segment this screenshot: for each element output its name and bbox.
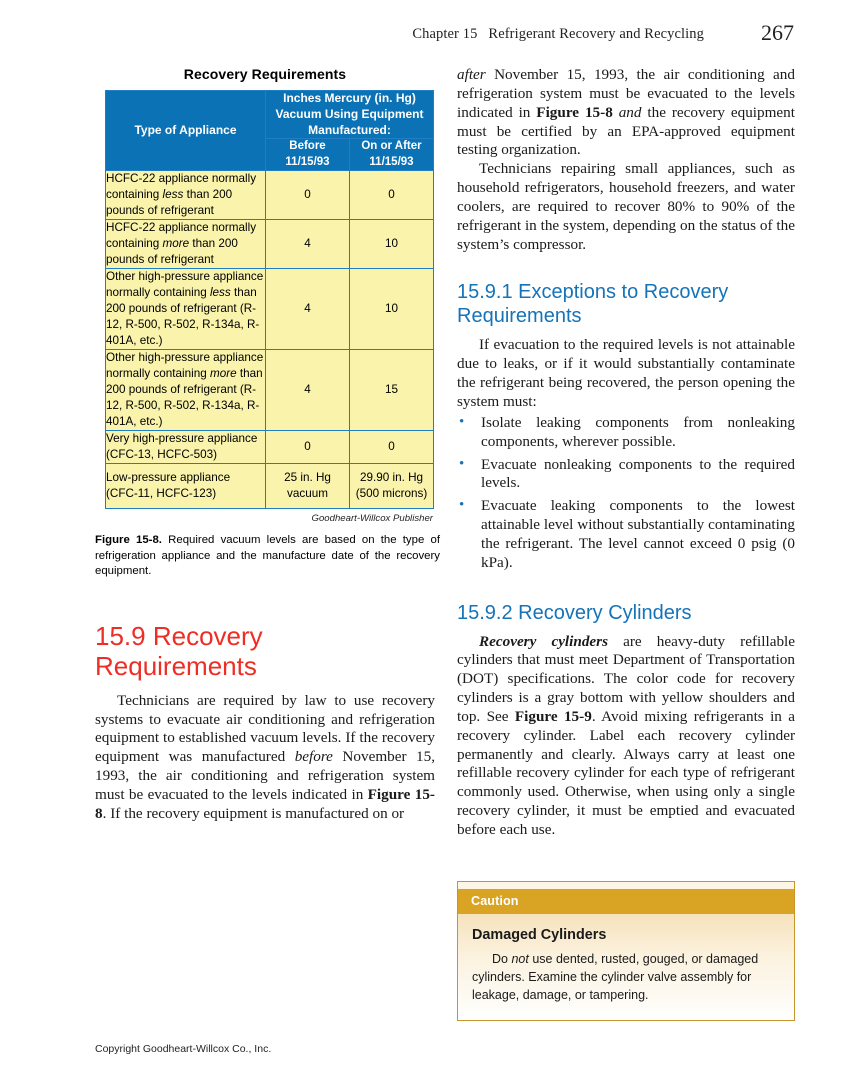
cell-after: 10 <box>350 219 434 268</box>
left-column <box>95 66 440 824</box>
cell-before: 0 <box>266 170 350 219</box>
right-paragraph-2: Technicians repairing small appliances, such as household refrigerators, household freezers, and water coolers, are required to recover 80% to 90% of the refrigerant in the system, depending on the status of the system’s compressor. <box>457 160 795 253</box>
caution-box-text: Do not use dented, rusted, gouged, or damaged cylinders. Examine the cylinder valve assembly for leakage, damage, or tampering. <box>472 952 759 1002</box>
cell-appliance: Other high-pressure appliance normally containing less than 200 pounds of refrigerant (R-12, R-500, R-502, R-134a, R-401A, etc.) <box>106 269 266 350</box>
table-row <box>106 464 434 509</box>
cell-appliance: HCFC-22 appliance normally containing less than 200 pounds of refrigerant <box>106 170 266 219</box>
cell-after: 29.90 in. Hg (500 microns) <box>350 464 434 509</box>
right-column <box>457 66 795 840</box>
section-heading-15-9-1: 15.9.1 Exceptions to Recovery Requirements <box>457 281 729 328</box>
right-paragraph-1: after November 15, 1993, the air conditioning and refrigeration system must be evacuated to the levels indicated in Figure 15-8 and the recovery equipment must be certified by an EPA-approved equipment testing organization. <box>457 66 795 159</box>
table-title: Recovery Requirements <box>183 66 347 82</box>
caution-box-label: Caution <box>458 889 794 914</box>
table-row <box>106 350 434 431</box>
running-head-title: Refrigerant Recovery and Recycling <box>488 26 704 42</box>
table-row <box>106 269 434 350</box>
table-row <box>106 431 434 464</box>
table-header-on-or-after: On or After 11/15/93 <box>350 139 434 170</box>
cell-before: 0 <box>266 431 350 464</box>
section-heading-15-9: 15.9 Recovery Requirements <box>95 620 263 682</box>
table-header-before: Before 11/15/93 <box>266 139 350 170</box>
list-item: • Isolate leaking components from nonleaking components, wherever possible. <box>457 414 795 452</box>
table-header-row-group <box>106 91 434 139</box>
table-row <box>106 219 434 268</box>
figure-caption <box>95 533 440 578</box>
cell-before: 4 <box>266 269 350 350</box>
cell-after: 0 <box>350 170 434 219</box>
table-row <box>106 170 434 219</box>
cell-appliance: Low-pressure appliance (CFC-11, HCFC-123) <box>106 464 266 509</box>
figure-credit: Goodheart-Willcox Publisher <box>311 513 433 525</box>
cell-after: 10 <box>350 269 434 350</box>
recovery-requirements-table <box>105 90 434 509</box>
cell-before: 25 in. Hg vacuum <box>266 464 350 509</box>
caution-box <box>457 881 795 1021</box>
cell-appliance: HCFC-22 appliance normally containing more than 200 pounds of refrigerant <box>106 219 266 268</box>
section-heading-15-9-2: 15.9.2 Recovery Cylinders <box>457 601 692 624</box>
right-paragraph-3: If evacuation to the required levels is not attainable due to leaks, or if it would substantially contaminate the refrigerant being recovered, the person opening the system must: <box>457 336 795 410</box>
right-paragraph-4: Recovery cylinders are heavy-duty refillable cylinders that must meet Department of Transportation (DOT) specifications. The color code for recovery cylinders is a gray bottom with yellow shoulders and top. See Figure 15-9. Avoid mixing refrigerants in a recovery cylinder. Label each recovery cylinder permanently and clearly. Always carry at least one refillable recovery cylinder for each type of refrigerant commonly used. Otherwise, when using only a single recovery cylinder, it must be emptied and evacuated before each use. <box>457 632 795 838</box>
caution-box-body <box>458 914 794 1020</box>
caution-box-title: Damaged Cylinders <box>472 927 607 943</box>
cell-before: 4 <box>266 350 350 431</box>
cell-after: 15 <box>350 350 434 431</box>
left-paragraph-1: Technicians are required by law to use recovery systems to evacuate air conditioning and refrigeration equipment to established vacuum levels. If the recovery equipment was manufactured before November 15, 1993, the air conditioning and refrigeration system must be evacuated to the levels indicated in Figure 15-8. If the recovery equipment is manufactured on or <box>95 691 435 822</box>
cell-after: 0 <box>350 431 434 464</box>
running-head-chapter: Chapter 15 <box>412 26 478 42</box>
caution-box-top-strip <box>458 882 794 889</box>
figure-caption-label: Figure 15-8. <box>95 534 162 547</box>
page-number: 267 <box>761 20 794 45</box>
table-header-type-of-appliance: Type of Appliance <box>106 91 266 171</box>
exceptions-bullet-list <box>457 414 795 573</box>
cell-appliance: Very high-pressure appliance (CFC-13, HCFC-503) <box>106 431 266 464</box>
list-item: • Evacuate nonleaking components to the required levels. <box>457 456 795 494</box>
footer-copyright: Copyright Goodheart-Willcox Co., Inc. <box>95 1043 272 1055</box>
cell-before: 4 <box>266 219 350 268</box>
table-header-inches-mercury: Inches Mercury (in. Hg) Vacuum Using Equipment Manufactured: <box>266 91 434 139</box>
figure-caption-text: Required vacuum levels are based on the type of refrigeration appliance and the manufacture date of the recovery equipment. <box>95 534 440 577</box>
running-head <box>0 20 849 48</box>
running-head-text <box>412 26 704 43</box>
list-item: • Evacuate leaking components to the lowest attainable level without substantially contaminating the refrigerant. The level cannot exceed 0 psig (0 kPa). <box>457 497 795 572</box>
cell-appliance: Other high-pressure appliance normally containing more than 200 pounds of refrigerant (R-12, R-500, R-502, R-134a, R-401A, etc.) <box>106 350 266 431</box>
